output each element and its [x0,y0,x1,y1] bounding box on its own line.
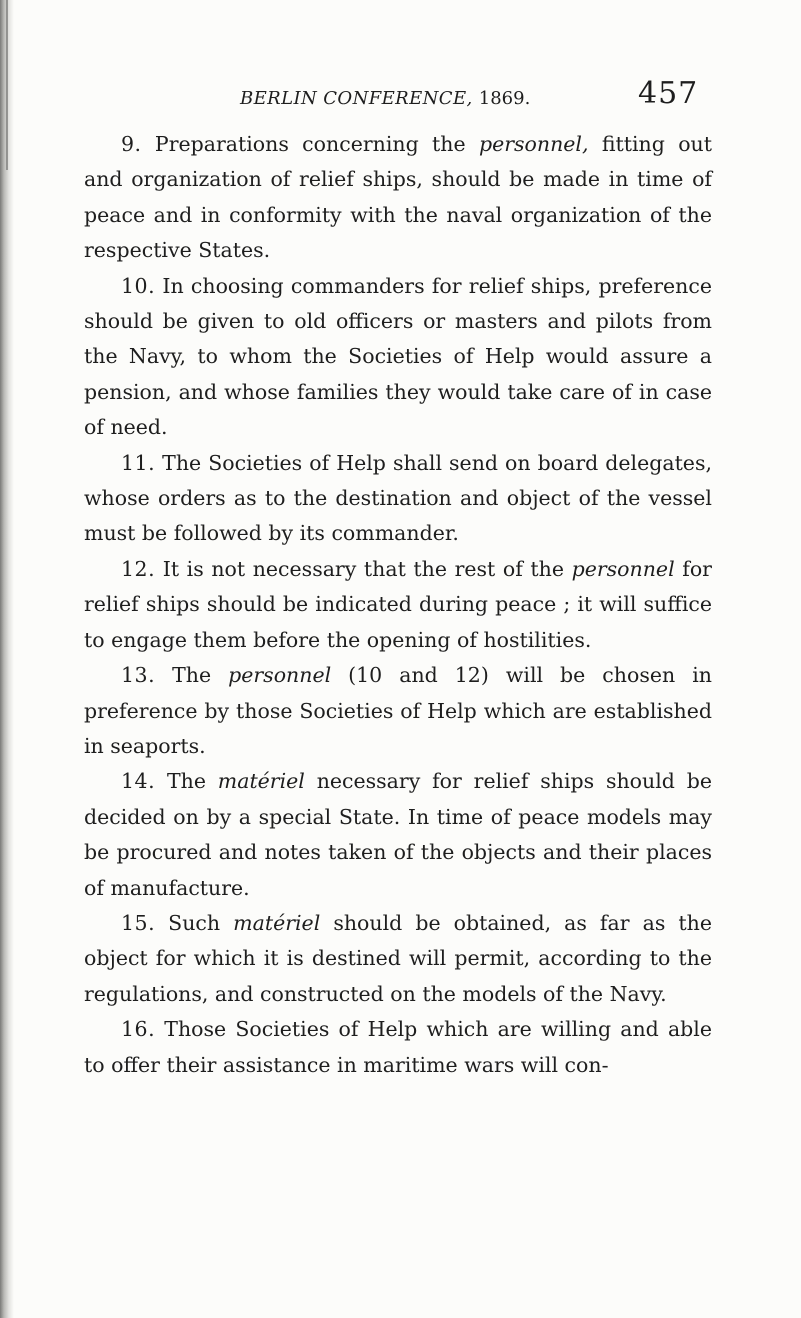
paragraph-16 [84,1012,712,1083]
paragraph-14 [84,764,712,906]
paragraph-lead: It is not necessary that the rest of the [162,556,564,581]
paragraph-emphasis: matériel [233,910,321,935]
paragraph-lead: Such [168,910,221,935]
running-title [240,88,530,109]
paragraph-text: Those Societies of Help which are willing and able to offer their assistance in maritime wars will con- [84,1017,712,1077]
paragraph-text: The Societies of Help shall send on board delegates, whose orders as to the destination and object of the vessel must be followed by its commander. [84,450,712,546]
paragraph-lead: The [172,663,212,688]
paragraph-rest: for relief ships should be indicated during peace ; it will suffice to engage them before the opening of hostilities. [84,556,712,652]
paragraph-text: In choosing commanders for relief ships, preference should be given to old officers or masters and pilots from the Navy, to whom the Societies of Help would assure a pension, and whose families they would take care of in case of need. [84,273,712,440]
paragraph-11 [84,446,712,552]
paragraph-number: 9. [121,132,142,156]
paragraph-number: 11. [121,450,156,475]
paragraph-13 [84,658,712,764]
paragraph-rest: necessary for relief ships should be decided on by a special State. In time of peace models may be procured and notes taken of the objects and their places of manufacture. [84,769,712,900]
paragraph-9 [84,127,712,269]
paragraph-number: 15. [121,910,156,935]
paragraph-lead: The [166,769,206,794]
paragraph-rest: should be obtained, as far as the object for which it is destined will permit, according to the regulations, and constructed on the models of the Navy. [84,910,712,1006]
paragraph-number: 14. [121,769,156,794]
paragraph-emphasis: personnel, [478,132,589,156]
paragraph-rest: (10 and 12) will be chosen in preference by those Societies of Help which are established in seaports. [84,663,712,758]
paragraph-rest: fitting out and organization of relief ships, should be made in time of peace and in conformity with the naval organization of the respective States. [84,132,712,263]
paragraph-emphasis: personnel [571,556,675,581]
page-gutter-shadow [0,0,14,1318]
paragraph-15 [84,906,712,1012]
paragraph-10 [84,269,712,446]
body-text [84,127,712,1083]
paragraph-12 [84,552,712,658]
paragraph-number: 12. [121,556,156,581]
paragraph-number: 10. [121,273,156,298]
paragraph-emphasis: personnel [228,663,332,688]
running-title-text: BERLIN CONFERENCE, [240,88,473,109]
paragraph-number: 13. [121,663,156,688]
running-title-year: 1869. [478,88,531,109]
page-number: 457 [638,76,699,111]
paragraph-lead: Preparations concerning the [154,132,466,156]
page-header [0,66,801,112]
paragraph-emphasis: matériel [217,769,305,794]
paragraph-number: 16. [121,1017,156,1042]
